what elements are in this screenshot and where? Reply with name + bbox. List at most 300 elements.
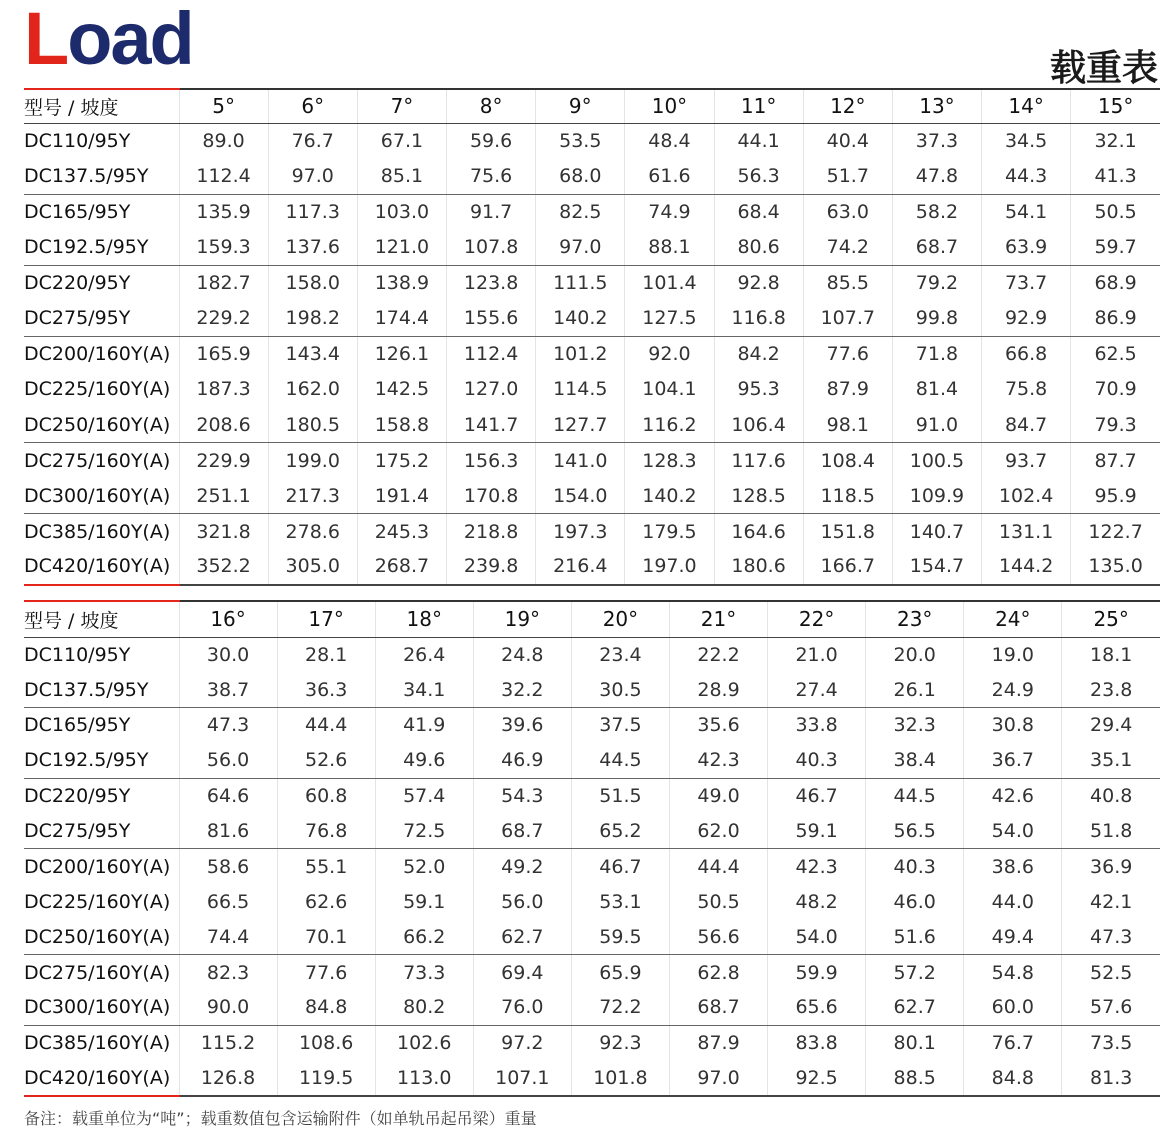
load-value-cell: 81.6 bbox=[179, 813, 277, 848]
load-value-cell: 48.4 bbox=[625, 123, 714, 159]
load-value-cell: 63.9 bbox=[982, 230, 1071, 266]
load-value-cell: 59.1 bbox=[768, 813, 866, 848]
load-value-cell: 229.9 bbox=[179, 443, 268, 479]
load-value-cell: 69.4 bbox=[473, 955, 571, 990]
load-value-cell: 182.7 bbox=[179, 265, 268, 301]
load-value-cell: 162.0 bbox=[268, 372, 357, 408]
page-title: 载重表 bbox=[1049, 48, 1158, 89]
table-row bbox=[24, 884, 1160, 919]
load-value-cell: 57.4 bbox=[375, 778, 473, 813]
load-value-cell: 74.4 bbox=[179, 919, 277, 954]
table-body bbox=[24, 637, 1160, 1096]
load-value-cell: 278.6 bbox=[268, 514, 357, 550]
slope-header: 15° bbox=[1071, 89, 1160, 123]
load-value-cell: 141.7 bbox=[447, 407, 536, 443]
load-value-cell: 116.2 bbox=[625, 407, 714, 443]
load-value-cell: 30.0 bbox=[179, 637, 277, 672]
table-row bbox=[24, 549, 1160, 585]
load-value-cell: 46.9 bbox=[473, 743, 571, 778]
slope-header: 11° bbox=[714, 89, 803, 123]
load-value-cell: 108.4 bbox=[803, 443, 892, 479]
slope-header: 9° bbox=[536, 89, 625, 123]
load-value-cell: 54.0 bbox=[964, 813, 1062, 848]
load-value-cell: 73.7 bbox=[982, 265, 1071, 301]
table-row bbox=[24, 990, 1160, 1025]
load-value-cell: 92.0 bbox=[625, 336, 714, 372]
load-value-cell: 89.0 bbox=[179, 123, 268, 159]
load-value-cell: 87.7 bbox=[1071, 443, 1160, 479]
slope-header: 22° bbox=[768, 601, 866, 637]
load-value-cell: 75.8 bbox=[982, 372, 1071, 408]
load-value-cell: 187.3 bbox=[179, 372, 268, 408]
load-value-cell: 54.0 bbox=[768, 919, 866, 954]
load-value-cell: 101.4 bbox=[625, 265, 714, 301]
load-value-cell: 88.1 bbox=[625, 230, 714, 266]
model-name-cell: DC200/160Y(A) bbox=[24, 343, 171, 365]
load-value-cell: 102.4 bbox=[982, 478, 1071, 514]
load-value-cell: 21.0 bbox=[768, 637, 866, 672]
load-value-cell: 44.4 bbox=[277, 708, 375, 743]
load-value-cell: 65.2 bbox=[571, 813, 669, 848]
model-name-cell: DC165/95Y bbox=[24, 201, 131, 223]
load-value-cell: 76.8 bbox=[277, 813, 375, 848]
logo-letter-l: L bbox=[24, 0, 68, 80]
load-value-cell: 49.6 bbox=[375, 743, 473, 778]
model-name-cell: DC165/95Y bbox=[24, 714, 131, 737]
load-value-cell: 93.7 bbox=[982, 443, 1071, 479]
load-value-cell: 24.8 bbox=[473, 637, 571, 672]
load-value-cell: 32.2 bbox=[473, 672, 571, 707]
model-name-cell: DC137.5/95Y bbox=[24, 159, 179, 195]
load-value-cell: 76.7 bbox=[964, 1025, 1062, 1060]
load-value-cell: 113.0 bbox=[375, 1061, 473, 1096]
table-header-row bbox=[24, 601, 1160, 637]
load-value-cell: 154.0 bbox=[536, 478, 625, 514]
load-value-cell: 54.1 bbox=[982, 194, 1071, 230]
table-row bbox=[24, 265, 1160, 301]
load-value-cell: 170.8 bbox=[447, 478, 536, 514]
slope-header: 16° bbox=[179, 601, 277, 637]
load-value-cell: 164.6 bbox=[714, 514, 803, 550]
load-value-cell: 71.8 bbox=[892, 336, 981, 372]
table-row bbox=[24, 708, 1160, 743]
load-value-cell: 165.9 bbox=[179, 336, 268, 372]
load-value-cell: 55.1 bbox=[277, 849, 375, 884]
load-value-cell: 68.7 bbox=[473, 813, 571, 848]
load-value-cell: 115.2 bbox=[179, 1025, 277, 1060]
load-value-cell: 59.5 bbox=[571, 919, 669, 954]
table-row bbox=[24, 919, 1160, 954]
load-value-cell: 166.7 bbox=[803, 549, 892, 585]
load-value-cell: 52.5 bbox=[1062, 955, 1160, 990]
load-value-cell: 56.5 bbox=[866, 813, 964, 848]
load-value-cell: 44.0 bbox=[964, 884, 1062, 919]
load-value-cell: 208.6 bbox=[179, 407, 268, 443]
load-value-cell: 46.0 bbox=[866, 884, 964, 919]
load-value-cell: 34.1 bbox=[375, 672, 473, 707]
load-value-cell: 47.3 bbox=[1062, 919, 1160, 954]
load-value-cell: 95.9 bbox=[1071, 478, 1160, 514]
load-value-cell: 140.2 bbox=[625, 478, 714, 514]
table-row bbox=[24, 230, 1160, 266]
load-value-cell: 74.9 bbox=[625, 194, 714, 230]
load-value-cell: 123.8 bbox=[447, 265, 536, 301]
load-value-cell: 216.4 bbox=[536, 549, 625, 585]
load-value-cell: 175.2 bbox=[357, 443, 446, 479]
load-value-cell: 117.3 bbox=[268, 194, 357, 230]
load-value-cell: 128.5 bbox=[714, 478, 803, 514]
load-value-cell: 68.7 bbox=[892, 230, 981, 266]
load-value-cell: 42.6 bbox=[964, 778, 1062, 813]
load-value-cell: 52.0 bbox=[375, 849, 473, 884]
load-value-cell: 67.1 bbox=[357, 123, 446, 159]
load-value-cell: 174.4 bbox=[357, 301, 446, 337]
table-row bbox=[24, 123, 1160, 159]
load-value-cell: 41.9 bbox=[375, 708, 473, 743]
load-value-cell: 24.9 bbox=[964, 672, 1062, 707]
load-value-cell: 34.5 bbox=[982, 123, 1071, 159]
table-row bbox=[24, 743, 1160, 778]
load-value-cell: 141.0 bbox=[536, 443, 625, 479]
load-value-cell: 87.9 bbox=[803, 372, 892, 408]
load-value-cell: 59.6 bbox=[447, 123, 536, 159]
load-table-5-15 bbox=[24, 88, 1160, 586]
load-value-cell: 229.2 bbox=[179, 301, 268, 337]
table-row bbox=[24, 514, 1160, 550]
load-value-cell: 106.4 bbox=[714, 407, 803, 443]
load-value-cell: 44.5 bbox=[866, 778, 964, 813]
load-value-cell: 127.0 bbox=[447, 372, 536, 408]
table-row bbox=[24, 955, 1160, 990]
load-value-cell: 22.2 bbox=[669, 637, 767, 672]
model-name-cell: DC137.5/95Y bbox=[24, 672, 179, 707]
load-value-cell: 23.8 bbox=[1062, 672, 1160, 707]
load-value-cell: 76.7 bbox=[268, 123, 357, 159]
load-value-cell: 321.8 bbox=[179, 514, 268, 550]
load-value-cell: 51.6 bbox=[866, 919, 964, 954]
load-value-cell: 60.0 bbox=[964, 990, 1062, 1025]
model-name-cell: DC385/160Y(A) bbox=[24, 520, 171, 543]
load-value-cell: 82.5 bbox=[536, 194, 625, 230]
model-name-cell: DC192.5/95Y bbox=[24, 230, 179, 266]
slope-header: 19° bbox=[473, 601, 571, 637]
load-value-cell: 95.3 bbox=[714, 372, 803, 408]
load-value-cell: 86.9 bbox=[1071, 301, 1160, 337]
load-value-cell: 104.1 bbox=[625, 372, 714, 408]
load-value-cell: 80.2 bbox=[375, 990, 473, 1025]
slope-header: 6° bbox=[268, 89, 357, 123]
load-value-cell: 59.1 bbox=[375, 884, 473, 919]
slope-header: 17° bbox=[277, 601, 375, 637]
load-value-cell: 35.1 bbox=[1062, 743, 1160, 778]
slope-header: 18° bbox=[375, 601, 473, 637]
load-value-cell: 54.3 bbox=[473, 778, 571, 813]
load-value-cell: 41.3 bbox=[1071, 159, 1160, 195]
load-value-cell: 99.8 bbox=[892, 301, 981, 337]
load-value-cell: 74.2 bbox=[803, 230, 892, 266]
load-value-cell: 33.8 bbox=[768, 708, 866, 743]
load-value-cell: 135.0 bbox=[1071, 549, 1160, 585]
load-value-cell: 44.5 bbox=[571, 743, 669, 778]
load-value-cell: 54.8 bbox=[964, 955, 1062, 990]
table-row bbox=[24, 813, 1160, 848]
load-value-cell: 85.5 bbox=[803, 265, 892, 301]
load-value-cell: 59.9 bbox=[768, 955, 866, 990]
load-value-cell: 197.0 bbox=[625, 549, 714, 585]
load-value-cell: 107.8 bbox=[447, 230, 536, 266]
load-value-cell: 50.5 bbox=[669, 884, 767, 919]
load-value-cell: 156.3 bbox=[447, 443, 536, 479]
load-value-cell: 42.1 bbox=[1062, 884, 1160, 919]
load-value-cell: 23.4 bbox=[571, 637, 669, 672]
load-value-cell: 191.4 bbox=[357, 478, 446, 514]
slope-header: 7° bbox=[357, 89, 446, 123]
model-name-cell: DC220/95Y bbox=[24, 272, 131, 294]
load-value-cell: 90.0 bbox=[179, 990, 277, 1025]
load-value-cell: 65.6 bbox=[768, 990, 866, 1025]
load-value-cell: 114.5 bbox=[536, 372, 625, 408]
load-value-cell: 84.7 bbox=[982, 407, 1071, 443]
slope-header: 20° bbox=[571, 601, 669, 637]
load-value-cell: 76.0 bbox=[473, 990, 571, 1025]
model-name-cell: DC110/95Y bbox=[24, 643, 131, 666]
load-value-cell: 144.2 bbox=[982, 549, 1071, 585]
table-row bbox=[24, 336, 1160, 372]
model-name-cell: DC300/160Y(A) bbox=[24, 478, 179, 514]
load-value-cell: 83.8 bbox=[768, 1025, 866, 1060]
load-value-cell: 40.3 bbox=[768, 743, 866, 778]
slope-header: 23° bbox=[866, 601, 964, 637]
model-name-cell: DC275/95Y bbox=[24, 813, 179, 848]
load-value-cell: 49.0 bbox=[669, 778, 767, 813]
load-value-cell: 84.2 bbox=[714, 336, 803, 372]
load-value-cell: 51.8 bbox=[1062, 813, 1160, 848]
table-row bbox=[24, 1061, 1160, 1096]
load-value-cell: 27.4 bbox=[768, 672, 866, 707]
load-value-cell: 92.8 bbox=[714, 265, 803, 301]
load-value-cell: 121.0 bbox=[357, 230, 446, 266]
load-value-cell: 49.2 bbox=[473, 849, 571, 884]
load-value-cell: 84.8 bbox=[277, 990, 375, 1025]
load-value-cell: 62.5 bbox=[1071, 336, 1160, 372]
model-name-cell: DC225/160Y(A) bbox=[24, 378, 171, 401]
table-row bbox=[24, 159, 1160, 195]
load-value-cell: 159.3 bbox=[179, 230, 268, 266]
load-value-cell: 36.7 bbox=[964, 743, 1062, 778]
load-value-cell: 42.3 bbox=[669, 743, 767, 778]
load-value-cell: 40.4 bbox=[803, 123, 892, 159]
load-value-cell: 158.8 bbox=[357, 407, 446, 443]
load-value-cell: 32.1 bbox=[1071, 123, 1160, 159]
model-name-cell: DC110/95Y bbox=[24, 130, 131, 152]
logo-text-oad: oad bbox=[67, 0, 193, 80]
load-value-cell: 79.2 bbox=[892, 265, 981, 301]
load-value-cell: 92.5 bbox=[768, 1061, 866, 1096]
model-name-cell: DC275/160Y(A) bbox=[24, 449, 171, 472]
footnote: 备注：载重单位为“吨”；载重数值包含运输附件（如单轨吊起吊梁）重量 bbox=[24, 1109, 537, 1128]
load-value-cell: 53.5 bbox=[536, 123, 625, 159]
load-value-cell: 73.3 bbox=[375, 955, 473, 990]
load-value-cell: 30.5 bbox=[571, 672, 669, 707]
load-value-cell: 131.1 bbox=[982, 514, 1071, 550]
load-value-cell: 36.3 bbox=[277, 672, 375, 707]
load-value-cell: 84.8 bbox=[964, 1061, 1062, 1096]
load-value-cell: 19.0 bbox=[964, 637, 1062, 672]
model-name-cell: DC250/160Y(A) bbox=[24, 919, 179, 954]
load-value-cell: 268.7 bbox=[357, 549, 446, 585]
load-value-cell: 180.6 bbox=[714, 549, 803, 585]
load-value-cell: 91.0 bbox=[892, 407, 981, 443]
load-value-cell: 64.6 bbox=[179, 778, 277, 813]
load-value-cell: 36.9 bbox=[1062, 849, 1160, 884]
load-value-cell: 57.2 bbox=[866, 955, 964, 990]
load-value-cell: 199.0 bbox=[268, 443, 357, 479]
load-value-cell: 97.2 bbox=[473, 1025, 571, 1060]
load-value-cell: 40.3 bbox=[866, 849, 964, 884]
header-label: 型号 / 坡度 bbox=[24, 601, 179, 637]
load-value-cell: 50.5 bbox=[1071, 194, 1160, 230]
load-value-cell: 62.7 bbox=[866, 990, 964, 1025]
load-value-cell: 92.3 bbox=[571, 1025, 669, 1060]
load-value-cell: 47.8 bbox=[892, 159, 981, 195]
load-value-cell: 35.6 bbox=[669, 708, 767, 743]
slope-header: 12° bbox=[803, 89, 892, 123]
model-name-cell: DC225/160Y(A) bbox=[24, 890, 171, 913]
load-value-cell: 151.8 bbox=[803, 514, 892, 550]
load-value-cell: 29.4 bbox=[1062, 708, 1160, 743]
load-value-cell: 140.2 bbox=[536, 301, 625, 337]
table-row bbox=[24, 301, 1160, 337]
load-value-cell: 56.0 bbox=[473, 884, 571, 919]
load-value-cell: 126.1 bbox=[357, 336, 446, 372]
model-name-cell: DC250/160Y(A) bbox=[24, 407, 179, 443]
load-value-cell: 352.2 bbox=[179, 549, 268, 585]
load-value-cell: 80.1 bbox=[866, 1025, 964, 1060]
load-value-cell: 245.3 bbox=[357, 514, 446, 550]
load-value-cell: 77.6 bbox=[277, 955, 375, 990]
load-value-cell: 118.5 bbox=[803, 478, 892, 514]
load-value-cell: 58.2 bbox=[892, 194, 981, 230]
load-value-cell: 60.8 bbox=[277, 778, 375, 813]
load-value-cell: 100.5 bbox=[892, 443, 981, 479]
load-value-cell: 68.7 bbox=[669, 990, 767, 1025]
load-value-cell: 112.4 bbox=[447, 336, 536, 372]
load-value-cell: 109.9 bbox=[892, 478, 981, 514]
slope-header: 14° bbox=[982, 89, 1071, 123]
header-label: 型号 / 坡度 bbox=[24, 89, 179, 123]
load-value-cell: 88.5 bbox=[866, 1061, 964, 1096]
model-name-cell: DC275/95Y bbox=[24, 301, 179, 337]
load-value-cell: 65.9 bbox=[571, 955, 669, 990]
load-value-cell: 58.6 bbox=[179, 849, 277, 884]
model-name-cell: DC300/160Y(A) bbox=[24, 990, 179, 1025]
load-value-cell: 40.8 bbox=[1062, 778, 1160, 813]
load-value-cell: 137.6 bbox=[268, 230, 357, 266]
load-value-cell: 154.7 bbox=[892, 549, 981, 585]
load-value-cell: 103.0 bbox=[357, 194, 446, 230]
table-row bbox=[24, 1025, 1160, 1060]
load-value-cell: 143.4 bbox=[268, 336, 357, 372]
load-value-cell: 97.0 bbox=[268, 159, 357, 195]
slope-header: 21° bbox=[669, 601, 767, 637]
load-value-cell: 97.0 bbox=[536, 230, 625, 266]
load-value-cell: 122.7 bbox=[1071, 514, 1160, 550]
load-value-cell: 119.5 bbox=[277, 1061, 375, 1096]
load-value-cell: 39.6 bbox=[473, 708, 571, 743]
load-value-cell: 198.2 bbox=[268, 301, 357, 337]
table-row bbox=[24, 372, 1160, 408]
load-value-cell: 87.9 bbox=[669, 1025, 767, 1060]
load-value-cell: 49.4 bbox=[964, 919, 1062, 954]
load-value-cell: 128.3 bbox=[625, 443, 714, 479]
load-value-cell: 72.5 bbox=[375, 813, 473, 848]
load-value-cell: 30.8 bbox=[964, 708, 1062, 743]
load-table-16-25 bbox=[24, 600, 1160, 1097]
load-value-cell: 44.4 bbox=[669, 849, 767, 884]
load-value-cell: 127.5 bbox=[625, 301, 714, 337]
load-value-cell: 155.6 bbox=[447, 301, 536, 337]
load-value-cell: 46.7 bbox=[571, 849, 669, 884]
load-value-cell: 44.3 bbox=[982, 159, 1071, 195]
load-value-cell: 82.3 bbox=[179, 955, 277, 990]
load-value-cell: 44.1 bbox=[714, 123, 803, 159]
load-value-cell: 62.0 bbox=[669, 813, 767, 848]
load-value-cell: 28.1 bbox=[277, 637, 375, 672]
load-value-cell: 101.8 bbox=[571, 1061, 669, 1096]
load-value-cell: 135.9 bbox=[179, 194, 268, 230]
load-value-cell: 117.6 bbox=[714, 443, 803, 479]
load-value-cell: 72.2 bbox=[571, 990, 669, 1025]
model-name-cell: DC385/160Y(A) bbox=[24, 1032, 171, 1055]
load-value-cell: 81.4 bbox=[892, 372, 981, 408]
load-value-cell: 126.8 bbox=[179, 1061, 277, 1096]
model-name-cell: DC420/160Y(A) bbox=[24, 1061, 179, 1096]
load-value-cell: 75.6 bbox=[447, 159, 536, 195]
load-value-cell: 217.3 bbox=[268, 478, 357, 514]
load-value-cell: 127.7 bbox=[536, 407, 625, 443]
load-value-cell: 66.8 bbox=[982, 336, 1071, 372]
load-value-cell: 62.7 bbox=[473, 919, 571, 954]
load-value-cell: 73.5 bbox=[1062, 1025, 1160, 1060]
load-value-cell: 68.9 bbox=[1071, 265, 1160, 301]
load-value-cell: 56.3 bbox=[714, 159, 803, 195]
load-value-cell: 97.0 bbox=[669, 1061, 767, 1096]
load-value-cell: 80.6 bbox=[714, 230, 803, 266]
load-value-cell: 70.9 bbox=[1071, 372, 1160, 408]
load-value-cell: 53.1 bbox=[571, 884, 669, 919]
load-value-cell: 62.6 bbox=[277, 884, 375, 919]
load-value-cell: 38.4 bbox=[866, 743, 964, 778]
load-value-cell: 107.7 bbox=[803, 301, 892, 337]
load-value-cell: 92.9 bbox=[982, 301, 1071, 337]
load-value-cell: 101.2 bbox=[536, 336, 625, 372]
load-value-cell: 47.3 bbox=[179, 708, 277, 743]
load-value-cell: 56.0 bbox=[179, 743, 277, 778]
load-value-cell: 51.7 bbox=[803, 159, 892, 195]
load-value-cell: 66.2 bbox=[375, 919, 473, 954]
load-value-cell: 57.6 bbox=[1062, 990, 1160, 1025]
table-row bbox=[24, 194, 1160, 230]
load-value-cell: 179.5 bbox=[625, 514, 714, 550]
load-value-cell: 102.6 bbox=[375, 1025, 473, 1060]
load-value-cell: 85.1 bbox=[357, 159, 446, 195]
load-value-cell: 98.1 bbox=[803, 407, 892, 443]
load-value-cell: 112.4 bbox=[179, 159, 268, 195]
brand-logo bbox=[24, 0, 193, 80]
table-row bbox=[24, 407, 1160, 443]
load-value-cell: 142.5 bbox=[357, 372, 446, 408]
load-value-cell: 28.9 bbox=[669, 672, 767, 707]
